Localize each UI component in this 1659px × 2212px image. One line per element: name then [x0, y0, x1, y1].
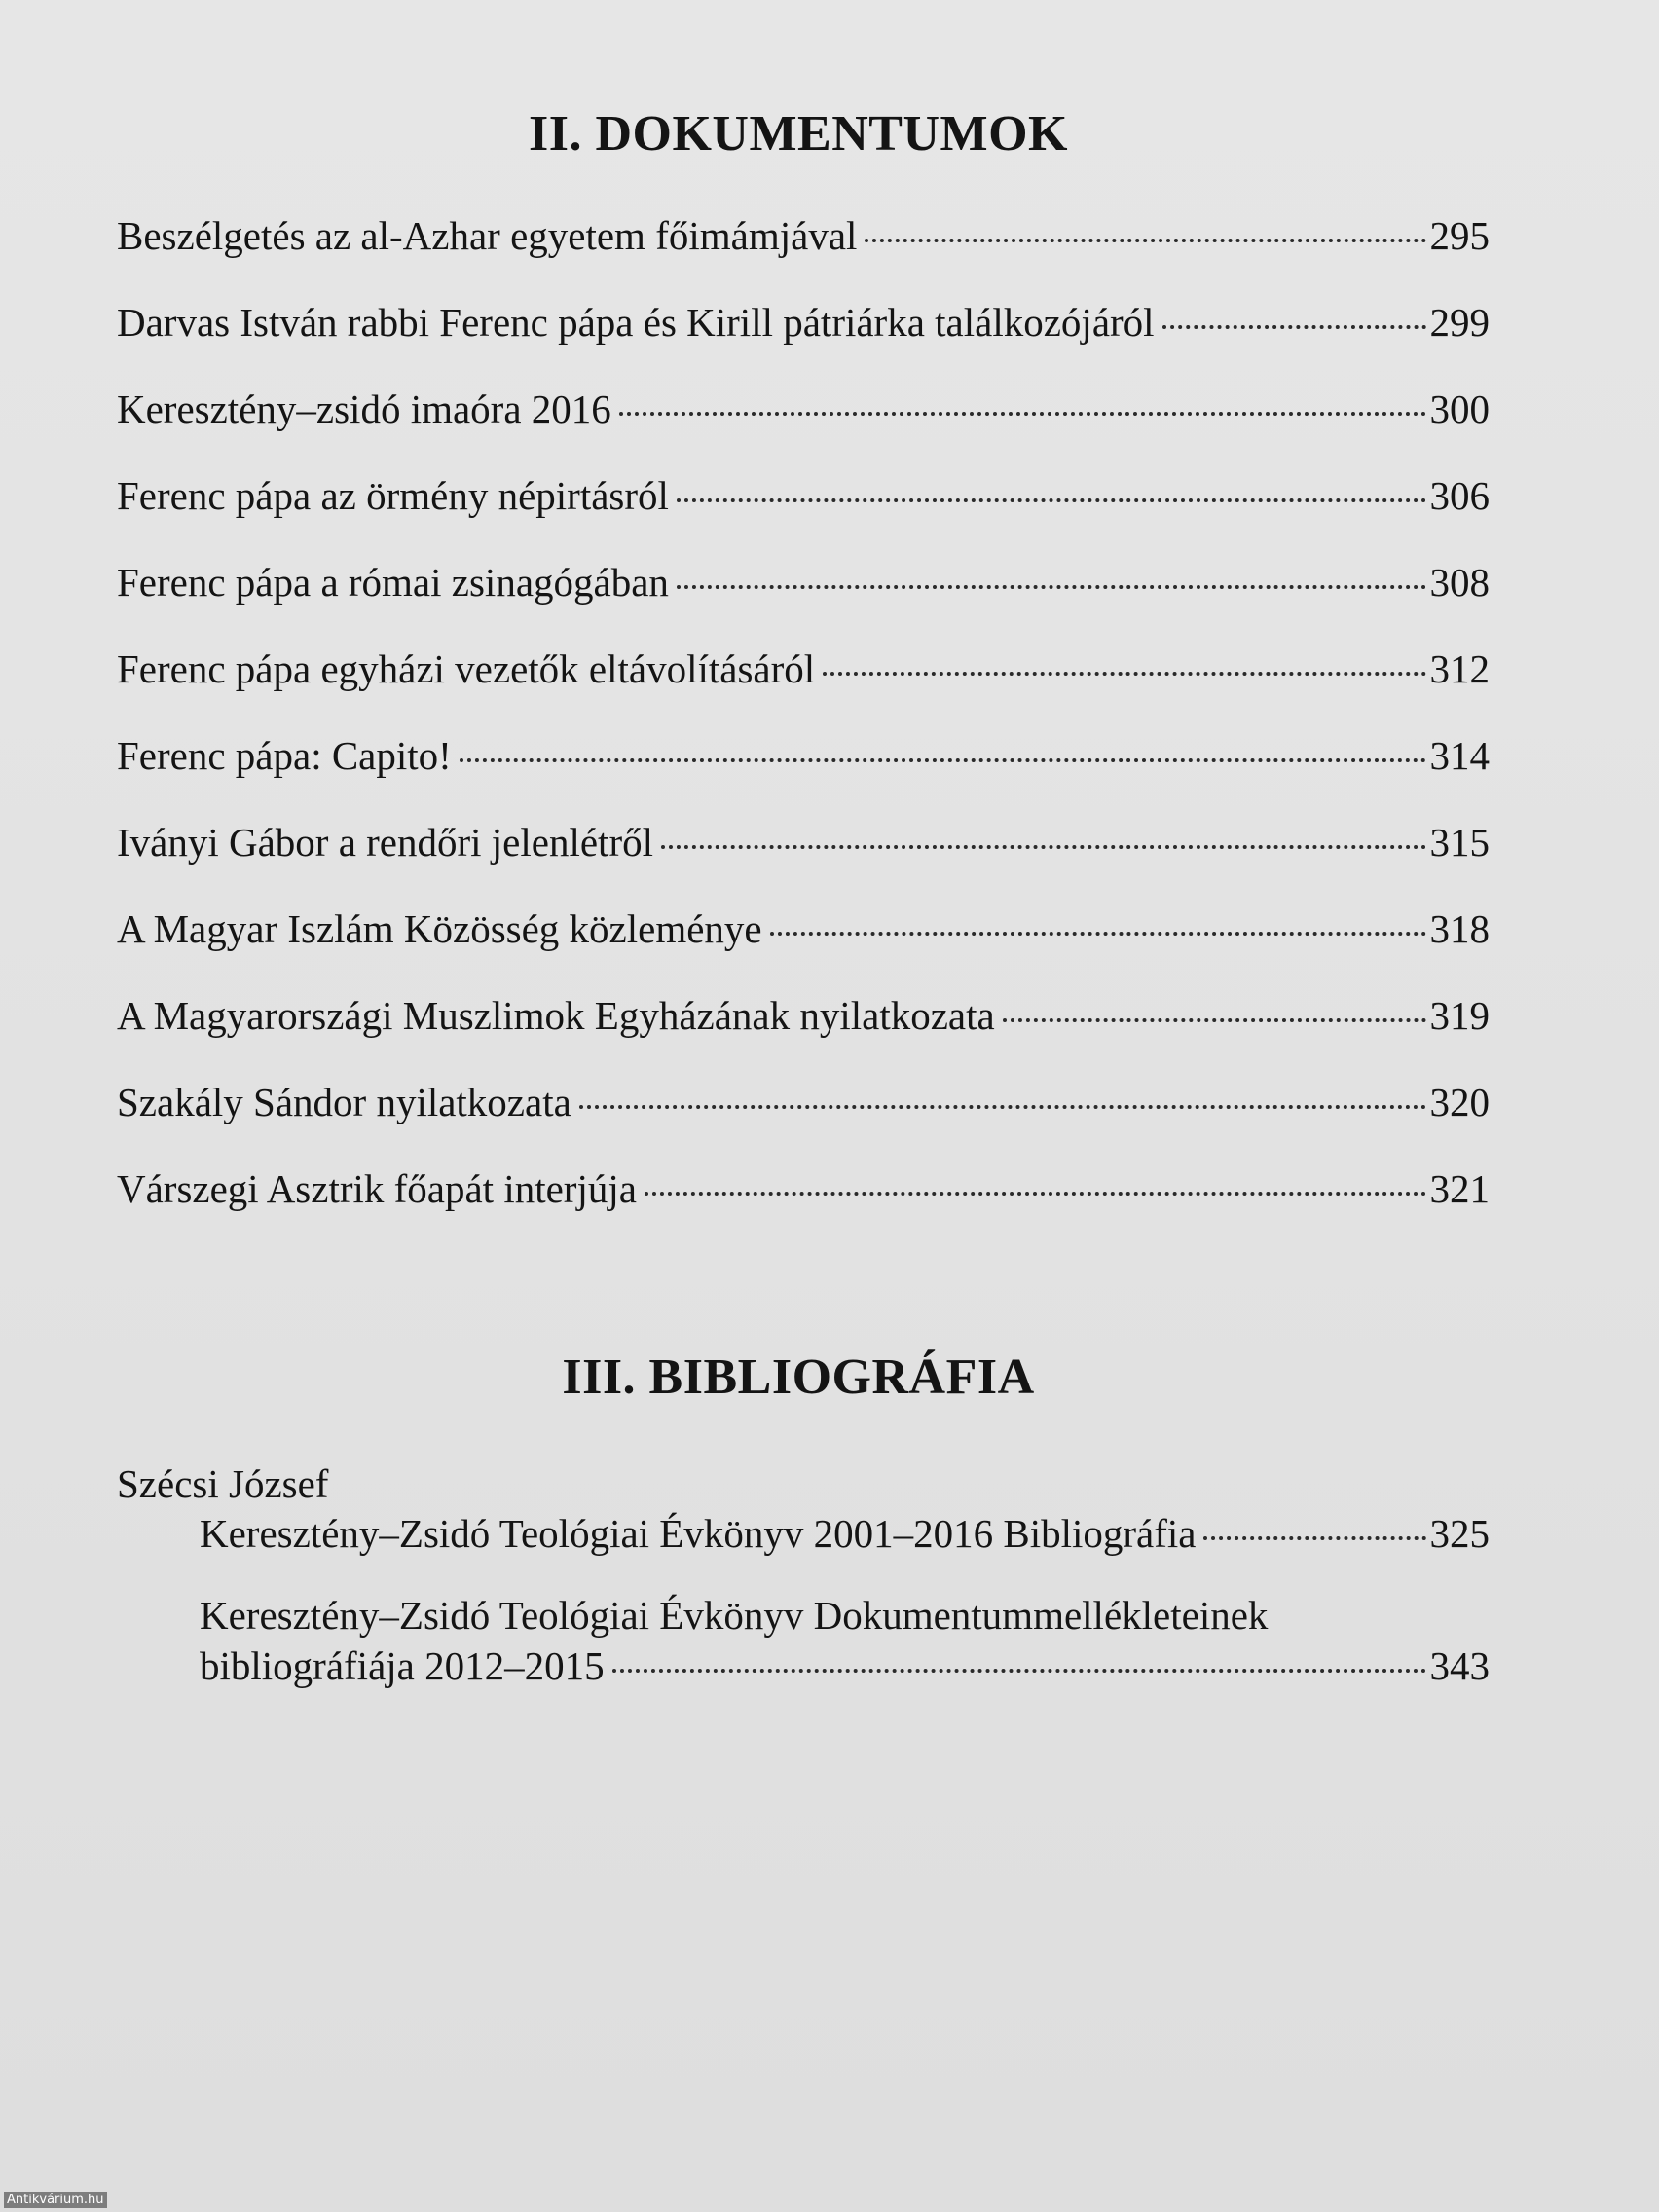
toc-page-number: 299 — [1429, 300, 1490, 345]
toc-list-dokumentumok — [117, 213, 1490, 1256]
dot-leader — [579, 1105, 1426, 1109]
toc-entry — [117, 820, 1490, 909]
toc-page-number: 314 — [1429, 733, 1490, 778]
section-title-dokumentumok: II. DOKUMENTUMOK — [529, 106, 1068, 162]
bibliography-author: Szécsi József — [117, 1461, 329, 1506]
toc-entry-title: Iványi Gábor a rendőri jelenlétről — [117, 820, 653, 865]
toc-entry — [117, 560, 1490, 649]
watermark-label: Antikvárium.hu — [4, 2192, 107, 2208]
toc-page-number: 343 — [1429, 1643, 1490, 1688]
toc-entry — [117, 733, 1490, 823]
toc-page-number: 306 — [1429, 473, 1490, 518]
toc-entry — [117, 1166, 1490, 1256]
toc-entry-title: A Magyarországi Muszlimok Egyházának nyilatkozata — [117, 993, 995, 1038]
dot-leader — [661, 845, 1426, 849]
toc-entry — [117, 993, 1490, 1083]
toc-entry — [200, 1590, 1490, 1691]
toc-entry-title: Beszélgetés az al-Azhar egyetem főimámjával — [117, 213, 858, 258]
toc-entry-title: Ferenc pápa egyházi vezetők eltávolításáról — [117, 646, 816, 691]
toc-page-number: 308 — [1429, 560, 1490, 605]
toc-entry-title: A Magyar Iszlám Közösség közleménye — [117, 906, 762, 951]
toc-entry-title: Ferenc pápa a római zsinagógában — [117, 560, 669, 605]
dot-leader — [677, 585, 1426, 589]
toc-entry-title-line1: Keresztény–Zsidó Teológiai Évkönyv Dokumentummellékleteinek — [200, 1593, 1269, 1638]
toc-entry — [117, 906, 1490, 996]
dot-leader — [645, 1192, 1426, 1196]
toc-entry — [117, 213, 1490, 303]
toc-entry-title: Ferenc pápa: Capito! — [117, 733, 452, 778]
dot-leader — [1203, 1536, 1425, 1540]
toc-entry — [117, 300, 1490, 389]
toc-entry-title: Keresztény–Zsidó Teológiai Évkönyv 2001–2016 Bibliográfia — [200, 1511, 1197, 1556]
dot-leader — [770, 932, 1426, 936]
toc-page-number: 295 — [1429, 213, 1490, 258]
toc-entry-title: Keresztény–zsidó imaóra 2016 — [117, 387, 611, 431]
toc-entry — [117, 389, 1490, 476]
toc-entry-title: Darvas István rabbi Ferenc pápa és Kirill pátriárka találkozójáról — [117, 300, 1155, 345]
toc-page-number: 312 — [1429, 646, 1490, 691]
dot-leader — [619, 412, 1426, 416]
toc-page-number: 315 — [1429, 820, 1490, 865]
toc-entry — [117, 1080, 1490, 1169]
toc-page-number: 325 — [1429, 1511, 1490, 1556]
dot-leader — [823, 672, 1425, 676]
toc-page-number: 320 — [1429, 1080, 1490, 1124]
toc-page-number: 319 — [1429, 993, 1490, 1038]
toc-entry-last-line — [200, 1641, 1490, 1691]
dot-leader — [1162, 325, 1426, 329]
dot-leader — [612, 1669, 1426, 1673]
toc-entry-title: Várszegi Asztrik főapát interjúja — [117, 1166, 637, 1211]
toc-entry — [117, 473, 1490, 563]
dot-leader — [865, 239, 1425, 242]
toc-entry-title: Szakály Sándor nyilatkozata — [117, 1080, 571, 1124]
dot-leader — [1003, 1018, 1426, 1022]
toc-entry-title-line2: bibliográfiája 2012–2015 — [200, 1643, 605, 1688]
toc-page-number: 300 — [1429, 387, 1490, 431]
dot-leader — [460, 758, 1426, 762]
toc-page-number: 318 — [1429, 906, 1490, 951]
toc-entry-title: Ferenc pápa az örmény népirtásról — [117, 473, 669, 518]
toc-entry — [117, 646, 1490, 736]
section-title-bibliografia: III. BIBLIOGRÁFIA — [562, 1349, 1035, 1405]
dot-leader — [677, 498, 1426, 502]
toc-list-bibliografia — [200, 1511, 1490, 1691]
toc-entry — [200, 1511, 1490, 1590]
toc-page-number: 321 — [1429, 1166, 1490, 1211]
